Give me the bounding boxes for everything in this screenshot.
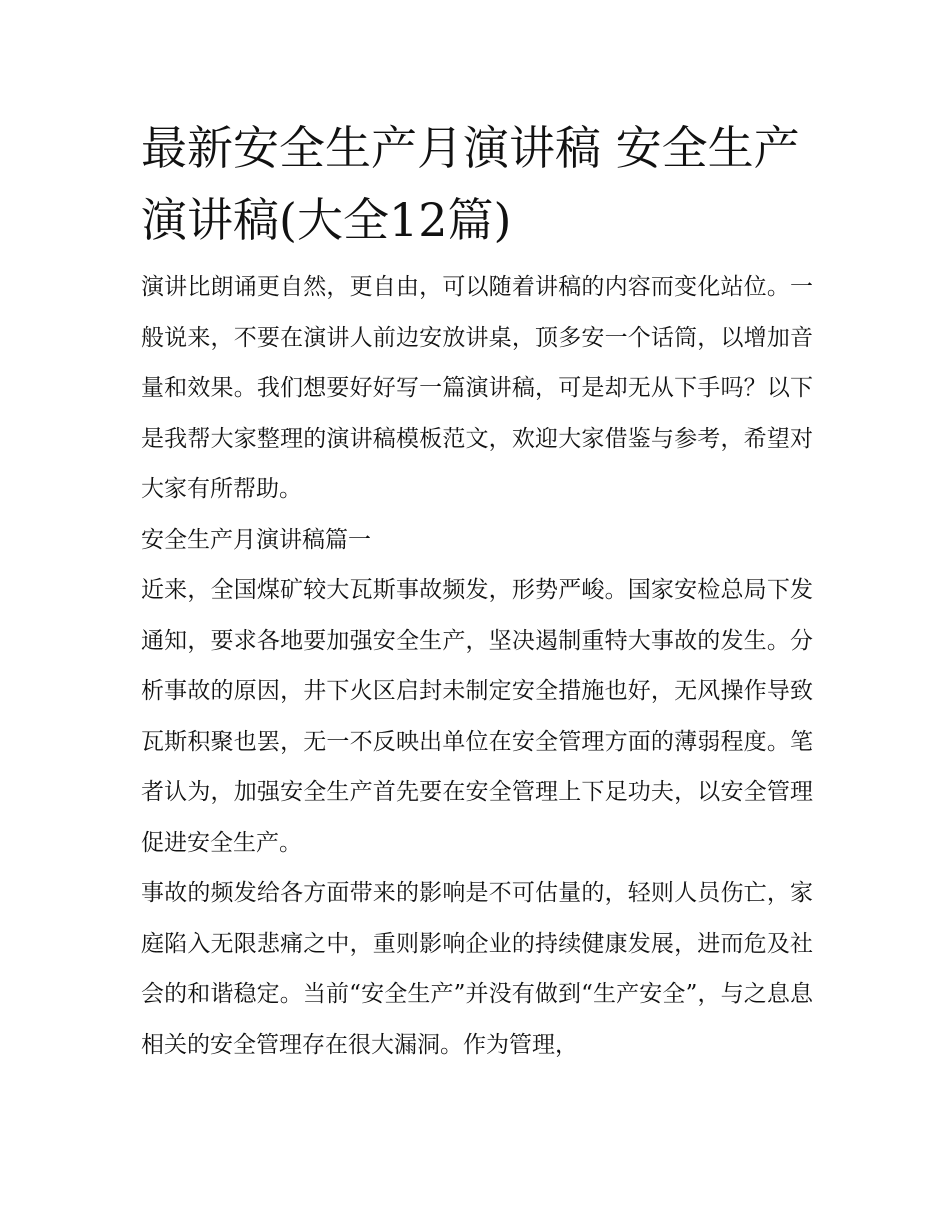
body-paragraph-1: 近来，全国煤矿较大瓦斯事故频发，形势严峻。国家安检总局下发通知，要求各地要加强安全生产，坚决遏制重特大事故的发生。分析事故的原因，井下火区启封未制定安全措施也好，无风操作导致瓦斯积聚也罢，无一不反映出单位在安全管理方面的薄弱程度。笔者认为，加强安全生产首先要在安全管理上下足功夫，以安全管理促进安全生产。	[141, 577, 813, 856]
intro-paragraph: 演讲比朗诵更自然，更自由，可以随着讲稿的内容而变化站位。一般说来，不要在演讲人前边安放讲桌，顶多安一个话筒，以增加音量和效果。我们想要好好写一篇演讲稿，可是却无从下手吗？以下是我帮大家整理的演讲稿模板范文，欢迎大家借鉴与参考，希望对大家有所帮助。	[141, 274, 813, 502]
section-heading: 安全生产月演讲稿篇一	[141, 526, 371, 553]
document-title: 最新安全生产月演讲稿 安全生产演讲稿(大全12篇)	[141, 121, 800, 247]
document-page	[141, 112, 813, 1070]
body-paragraph-2: 事故的频发给各方面带来的影响是不可估量的，轻则人员伤亡，家庭陷入无限悲痛之中，重则影响企业的持续健康发展，进而危及社会的和谐稳定。当前“安全生产”并没有做到“生产安全”，与之息息相关的安全管理存在很大漏洞。作为管理，	[141, 880, 813, 1058]
